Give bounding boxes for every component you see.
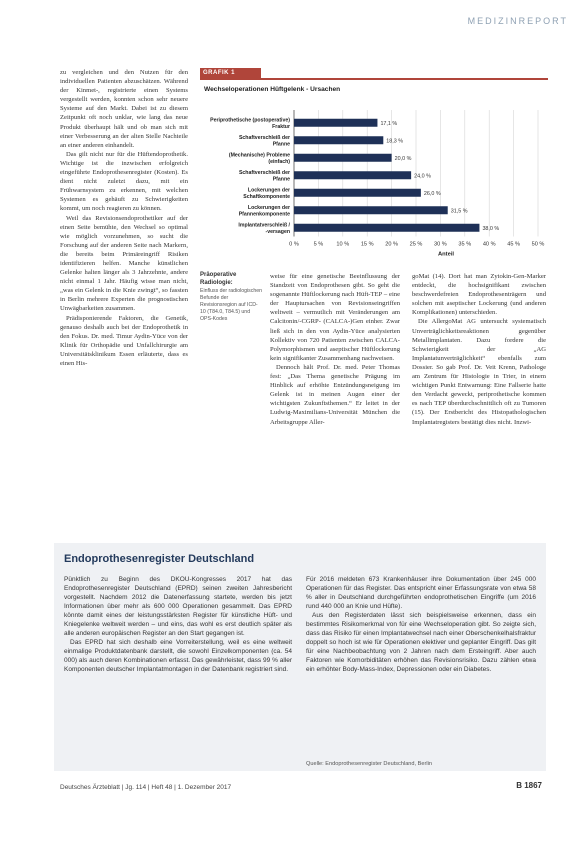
note-heading: Präoperative Radiologie: <box>200 272 237 286</box>
paragraph: Das gilt nicht nur für die Hüftendoprothetik. Wichtige ist die inzwischen erfolgreich eingeführte Endoprothesenregister (Kosten). Es dient nicht zuletzt dazu, mit ein Frühwarnsystem zu erkennen, mit welchen Systemen es gehäuft zu Schwierigkeiten kommt, um noch reagieren zu können. <box>60 150 188 213</box>
x-tick-label: 30 % <box>434 241 447 248</box>
chart-title: Wechseloperationen Hüftgelenk - Ursachen <box>204 86 341 93</box>
x-tick-label: 5 % <box>313 241 324 248</box>
x-tick-label: 50 % <box>531 241 545 248</box>
x-tick-label: 0 % <box>289 241 299 248</box>
bar <box>294 119 377 127</box>
category-label: Periprothetische (postoperative) Fraktur <box>210 117 290 130</box>
bar <box>294 154 392 162</box>
section-header: MEDIZINREPORT <box>467 16 568 26</box>
category-label: Implantatverschleiß / -versagen <box>238 222 290 235</box>
paragraph: Prädisponierende Faktoren, die Genetik, genauso deshalb auch bei der Endoprothetik in den Fokus. Dr. med. Timur Aydin-Yüce von der Klinik für Orthopädie und Unfallchirurgie am Universitätsklinikum Essen erläuterte, dass es einen His- <box>60 314 188 367</box>
margin-note <box>200 272 262 323</box>
paragraph: Dennoch hält Prof. Dr. med. Peter Thomas fest: „Das Thema genetische Prägung im Hinblick auf erhöhte Entzündungsneigung im Gelenk ist in meinen Augen einer der wichtigsten Zukunftsthemen.“ Er leitet in der Ludwig-Maximilians-Universität München die Arbeitsgruppe Aller- <box>270 363 400 426</box>
bar-value-label: 26,0 % <box>423 190 441 197</box>
box-title: Endoprothesenregister Deutschland <box>64 553 255 565</box>
bar-value-label: 38,0 % <box>482 225 500 232</box>
x-tick-label: 25 % <box>409 241 423 248</box>
bar <box>294 224 479 232</box>
box-paragraph: Das EPRD hat sich deshalb eine Vorreiterstellung, weil es eine weltweit einmalige Produktdatenbank darstellt, die sowohl Einzelkomponenten (ca. 54 000) als auch deren Kombinationen erfasst. Das gewährleistet, dass 99 % aller Komponenten deutscher Implantatmontagen in der Datenbank registriert sind. <box>64 639 292 673</box>
bar-value-label: 20,0 % <box>394 155 412 162</box>
chart-plot <box>200 68 548 264</box>
page-number: B 1867 <box>516 781 542 790</box>
category-label: (Mechanische) Probleme (einfach) <box>228 152 290 165</box>
box-column-left <box>64 575 292 761</box>
x-tick-label: 20 % <box>385 241 398 248</box>
box-paragraph: Für 2016 meldeten 673 Krankenhäuser ihre Dokumentation über 245 000 Operationen für das Register. Das entspricht einer Erfassungsrate von etwa 58 % aller in Deutschland durchgeführten endoprothetischen Eingriffe (um 2016 rund 440 000 an Knie und Hüfte). <box>306 576 536 610</box>
x-tick-label: 15 % <box>360 241 374 248</box>
category-label: Schaftverschleiß der Pfanne <box>238 135 290 148</box>
bar <box>294 136 383 144</box>
text-column-2 <box>270 272 400 530</box>
x-tick-label: 35 % <box>458 241 472 248</box>
paragraph: Weil das Revisionsendoprothetiker auf der einen Seite bemühte, den Wechsel so optimal wie möglich vorzunehmen, so sucht die Forschung auf der anderen Seite nach Markern, die bereits beim Primäreingriff Risiken identifizieren helfen. Manche künstlichen Gelenke halten länger als 3 Jahrzehnte, andere nicht einmal 1 Jahr. Häufig wisse man nicht, „was ein Gelenk in die Knie zwingt“, so fassten in Berlin mehrere Experten die prognostischen Unwägbarkeiten zusammen. <box>60 214 188 313</box>
box-paragraph: Pünktlich zu Beginn des DKOU-Kongresses 2017 hat das Endoprothesenregister Deutschland (EPRD) seinen zweiten Jahresbericht vorgestellt. Nachdem 2012 die Datenerfassung startete, werden bis jetzt Informationen über mehr als 600 000 Operationen gesammelt. Das EPRD könnte damit eines der leistungsstärksten Register für künstliche Hüft- und Kniegelenke weltweit werden – und eins, das wohl es erst deutlich später als alle anderen europäischen Register an den Start gegangen ist. <box>64 576 292 637</box>
box-column-right <box>306 575 536 759</box>
x-tick-label: 10 % <box>336 241 350 248</box>
paragraph: goMat (14). Dort hat man Zytokin-Gen-Marker entdeckt, die hochsignifikant zwischen beschwerdefreien Endoprothesenträgern und solchen mit aseptischer Lockerung (und anderen Komplikationen) unterschieden. <box>412 273 546 317</box>
bar-value-label: 31,5 % <box>450 208 468 215</box>
text-column-3 <box>412 272 546 530</box>
x-tick-label: 40 % <box>482 241 496 248</box>
note-body: Einfluss der radiologischen Befunde der Revisionsregion auf ICD-10 (T84.0, T84.5) und OPS-Kodes <box>200 288 262 322</box>
bar <box>294 171 411 179</box>
chart-caption: GRAFIK 1 <box>200 68 261 78</box>
footer-citation: Deutsches Ärzteblatt | Jg. 114 | Heft 48 | 1. Dezember 2017 <box>60 784 232 791</box>
paragraph: weise für eine genetische Beeinflussung der Standzeit von Endoprothesen gibt. So geht die sogenannte Hüftlockerung nach Hüft-TEP – eine der Hauptursachen von Revisionseingriffen weltweit – vermutlich mit Veränderungen am Calcitonin/-CGRP- (CALCA-)Gen einher. Zwar ließ sich in den von Aydin-Yüce analysierten Kollektiv von 720 Patienten zwischen CALCA-Polymorphismen und aseptischer Hüftlockerung kein signifikanter Zusammenhang nachweisen. <box>270 273 400 362</box>
bar-value-label: 17,1 % <box>380 120 398 127</box>
text-column-1 <box>60 68 188 530</box>
bar-value-label: 18,3 % <box>386 138 404 145</box>
bar-chart <box>200 68 548 264</box>
box-footnote: Quelle: Endoprothesenregister Deutschland, Berlin <box>306 761 432 767</box>
category-label: Lockerungen der Pfannenkomponente <box>238 205 290 218</box>
x-axis-label: Anteil <box>437 251 455 258</box>
x-tick-label: 45 % <box>507 241 520 248</box>
bar <box>294 206 448 214</box>
paragraph: Die AllergoMat AG untersucht systematisch Unverträglichkeitsreaktionen gegenüber Metallimplantaten. Dazu fordere die Schwierigkeit der „AG Implantatunverträglichkeit“ ebenfalls zum Dossier. So gab Prof. Dr. Veit Krenn, Pathologe am Zentrum für Histologie in Trier, in einem wichtigen Punkt Entwarnung: Eine Fallserie hatte den Verdacht geweckt, periprothetische kommen es nach TEP überdurchschnittlich oft zu Tumoren (15). Der Erstbericht des Histopathologischen Implantatregisters bestätigt dies nicht. Inzwi- <box>412 318 546 426</box>
category-label: Lockerungen der Schaftkomponente <box>243 187 290 200</box>
category-label: Schaftverschleiß der Pfanne <box>238 170 290 183</box>
box-paragraph: Aus den Registerdaten lässt sich beispielsweise erkennen, dass ein bestimmtes Risikomerkmal von für eine Wechseloperation gibt. So zeigte sich, dass das Risiko für einen Implantatwechsel nach einer Oberschenkelhalsfraktur doppelt so hoch ist wie für Operationen elektiver und geplanter Eingriff. Das gilt für eine Nachbeobachtung von 2 Jahren nach dem Ersteingriff. Aber auch Faktoren wie Komorbiditäten erhöhen das Revisionsrisiko. Dazu zählen etwa ein erhöhter Body-Mass-Index, Depressionen oder ein Diabetes. <box>306 612 536 673</box>
bar-value-label: 24,0 % <box>414 173 431 180</box>
info-box <box>54 543 546 771</box>
bar <box>294 189 421 197</box>
paragraph: zu vergleichen und den Nutzen für den individuellen Patienten abzuschätzen. Während der Kinmet-, registrierte einen Systems vergestellt werden, konnten schon sehr neuere Systeme auf den Markt. Dabei ist zu diesem Zeitpunkt oft noch unklar, wie lang das neue Produkt überhaupt hält und ob man sich mit einer Verbesserung an der alten Stelle Nachteile an einer anderen einhandelt. <box>60 69 188 149</box>
